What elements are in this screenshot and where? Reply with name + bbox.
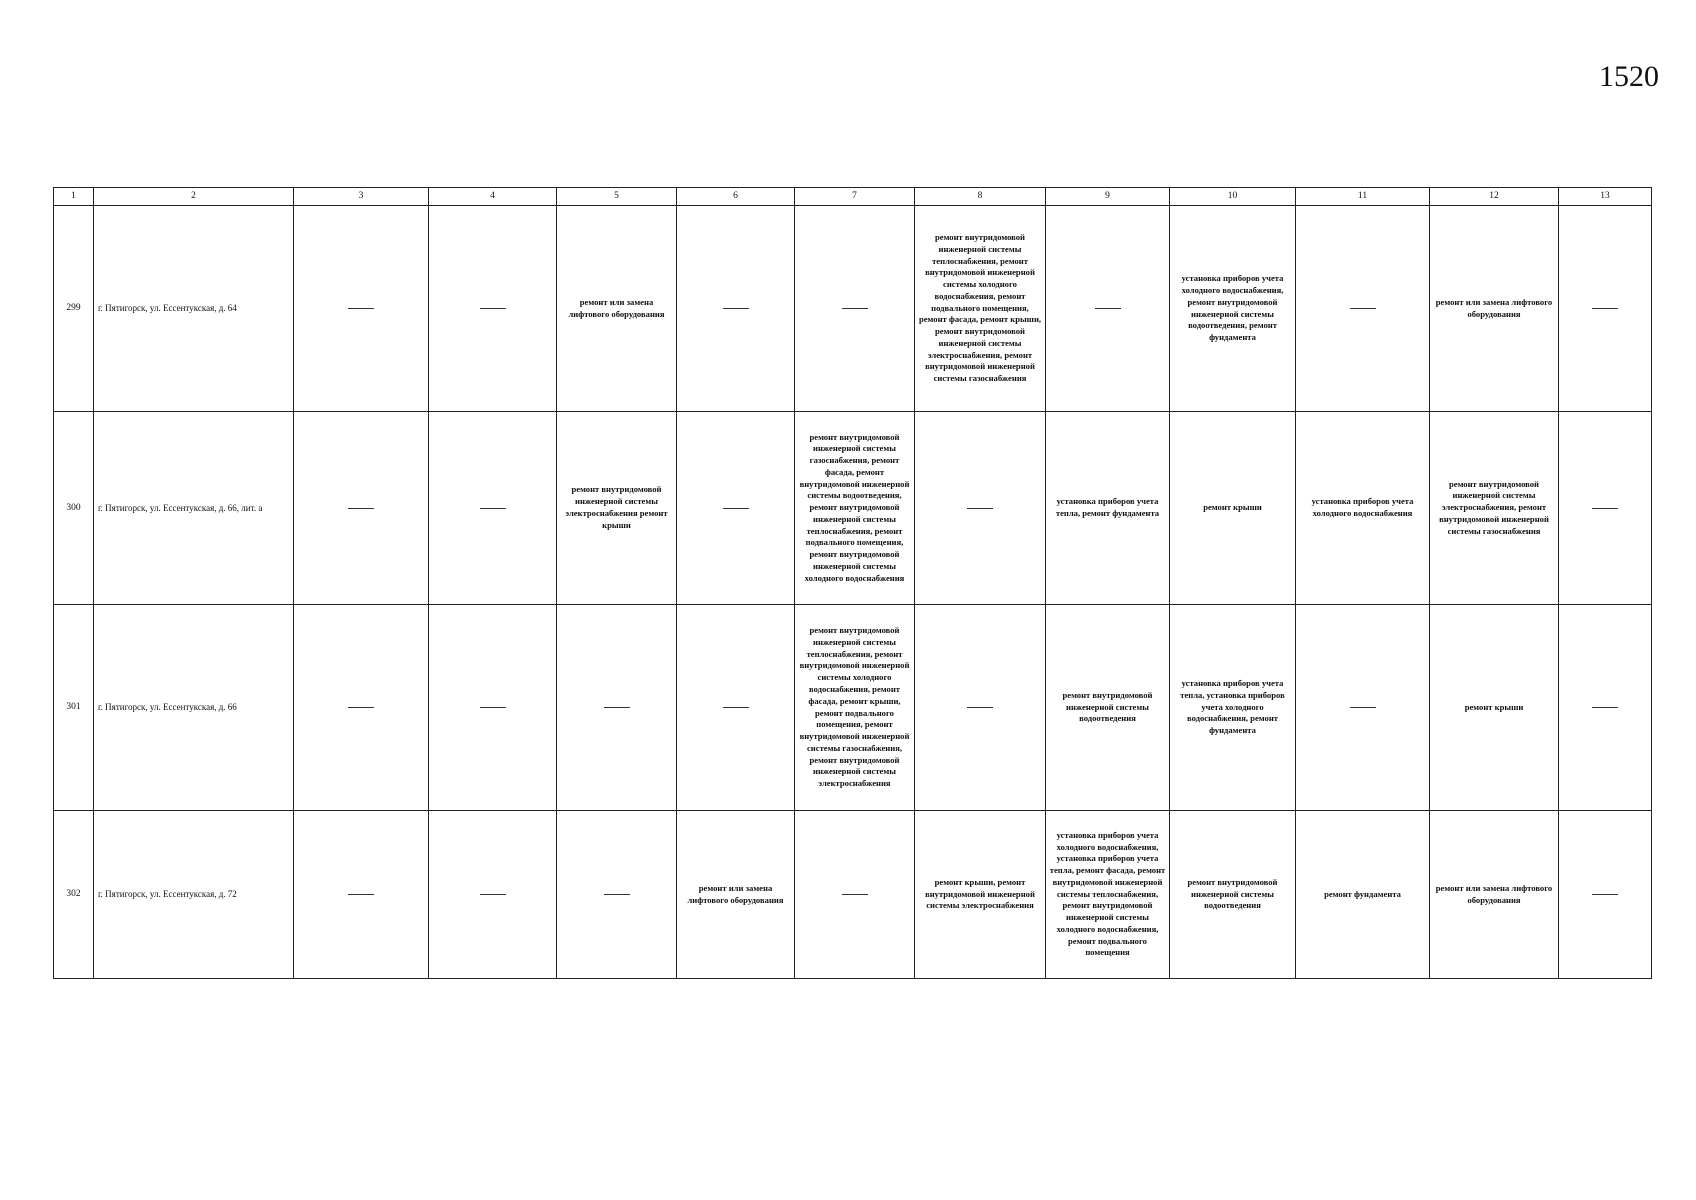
work-cell: установка приборов учета холодного водоснабжения, ремонт внутридомовой инженерной системы водоотведения, ремонт фундамента	[1170, 206, 1296, 412]
dash-mark	[604, 707, 630, 708]
work-cell: установка приборов учета тепла, установка приборов учета холодного водоснабжения, ремонт фундамента	[1170, 605, 1296, 811]
dash-mark	[348, 894, 374, 895]
dash-mark	[1095, 308, 1121, 309]
dash-mark	[1592, 894, 1618, 895]
empty-cell	[294, 206, 429, 412]
work-cell: ремонт или замена лифтового оборудования	[557, 206, 677, 412]
empty-cell	[429, 605, 557, 811]
empty-cell	[677, 412, 795, 605]
dash-mark	[1350, 707, 1376, 708]
table-row	[54, 206, 1652, 412]
empty-cell	[294, 605, 429, 811]
empty-cell	[1046, 206, 1170, 412]
empty-cell	[294, 811, 429, 979]
dash-mark	[723, 508, 749, 509]
work-cell: ремонт или замена лифтового оборудования	[1430, 206, 1559, 412]
work-cell: ремонт фундамента	[1296, 811, 1430, 979]
column-number-row	[54, 188, 1652, 206]
column-header: 5	[557, 188, 677, 206]
column-header: 12	[1430, 188, 1559, 206]
work-cell: ремонт крыши	[1430, 605, 1559, 811]
empty-cell	[677, 605, 795, 811]
empty-cell	[429, 206, 557, 412]
column-header: 1	[54, 188, 94, 206]
work-cell: ремонт внутридомовой инженерной системы электроснабжения, ремонт внутридомовой инженерной системы газоснабжения	[1430, 412, 1559, 605]
table-row	[54, 605, 1652, 811]
address-cell: г. Пятигорск, ул. Ессентукская, д. 64	[94, 206, 294, 412]
row-number-cell: 301	[54, 605, 94, 811]
empty-cell	[915, 605, 1046, 811]
empty-cell	[557, 605, 677, 811]
page-number: 1520	[1599, 60, 1659, 93]
column-header: 13	[1559, 188, 1652, 206]
row-number-cell: 300	[54, 412, 94, 605]
empty-cell	[294, 412, 429, 605]
work-cell: установка приборов учета холодного водоснабжения, установка приборов учета тепла, ремонт фасада, ремонт внутридомовой инженерной системы теплоснабжения, ремонт внутридомовой инженерной системы холодного водоснабжения, ремонт подвального помещения	[1046, 811, 1170, 979]
work-cell: ремонт крыши	[1170, 412, 1296, 605]
work-cell: ремонт или замена лифтового оборудования	[1430, 811, 1559, 979]
empty-cell	[1559, 412, 1652, 605]
address-cell: г. Пятигорск, ул. Ессентукская, д. 66	[94, 605, 294, 811]
dash-mark	[348, 308, 374, 309]
column-header: 7	[795, 188, 915, 206]
empty-cell	[429, 412, 557, 605]
dash-mark	[1350, 308, 1376, 309]
work-cell: ремонт внутридомовой инженерной системы теплоснабжения, ремонт внутридомовой инженерной системы холодного водоснабжения, ремонт подвального помещения, ремонт фасада, ремонт крыши, ремонт внутридомовой инженерной системы электроснабжения, ремонт внутридомовой инженерной системы газоснабжения	[915, 206, 1046, 412]
work-cell: ремонт внутридомовой инженерной системы электроснабжения ремонт крыши	[557, 412, 677, 605]
table-body	[54, 206, 1652, 979]
dash-mark	[480, 508, 506, 509]
empty-cell	[429, 811, 557, 979]
work-cell: ремонт внутридомовой инженерной системы водоотведения	[1170, 811, 1296, 979]
column-header: 4	[429, 188, 557, 206]
row-number-cell: 299	[54, 206, 94, 412]
column-header: 6	[677, 188, 795, 206]
dash-mark	[967, 707, 993, 708]
column-header: 2	[94, 188, 294, 206]
table-row	[54, 811, 1652, 979]
dash-mark	[842, 894, 868, 895]
empty-cell	[557, 811, 677, 979]
repair-schedule-table	[53, 187, 1652, 979]
dash-mark	[967, 508, 993, 509]
work-cell: ремонт внутридомовой инженерной системы водоотведения	[1046, 605, 1170, 811]
dash-mark	[480, 308, 506, 309]
empty-cell	[677, 206, 795, 412]
dash-mark	[1592, 707, 1618, 708]
row-number-cell: 302	[54, 811, 94, 979]
dash-mark	[480, 707, 506, 708]
work-cell: ремонт внутридомовой инженерной системы теплоснабжения, ремонт внутридомовой инженерной системы холодного водоснабжения, ремонт фасада, ремонт крыши, ремонт подвального помещения, ремонт внутридомовой инженерной системы газоснабжения, ремонт внутридомовой инженерной системы электроснабжения	[795, 605, 915, 811]
column-header: 10	[1170, 188, 1296, 206]
dash-mark	[723, 707, 749, 708]
dash-mark	[348, 508, 374, 509]
dash-mark	[842, 308, 868, 309]
column-header: 9	[1046, 188, 1170, 206]
empty-cell	[1559, 206, 1652, 412]
work-cell: установка приборов учета холодного водоснабжения	[1296, 412, 1430, 605]
column-header: 3	[294, 188, 429, 206]
dash-mark	[1592, 508, 1618, 509]
dash-mark	[480, 894, 506, 895]
empty-cell	[795, 206, 915, 412]
address-cell: г. Пятигорск, ул. Ессентукская, д. 66, лит. а	[94, 412, 294, 605]
work-cell: установка приборов учета тепла, ремонт фундамента	[1046, 412, 1170, 605]
address-cell: г. Пятигорск, ул. Ессентукская, д. 72	[94, 811, 294, 979]
empty-cell	[1559, 811, 1652, 979]
work-cell: ремонт или замена лифтового оборудования	[677, 811, 795, 979]
dash-mark	[723, 308, 749, 309]
dash-mark	[348, 707, 374, 708]
empty-cell	[1296, 605, 1430, 811]
work-cell: ремонт крыши, ремонт внутридомовой инженерной системы электроснабжения	[915, 811, 1046, 979]
empty-cell	[1296, 206, 1430, 412]
empty-cell	[795, 811, 915, 979]
empty-cell	[915, 412, 1046, 605]
empty-cell	[1559, 605, 1652, 811]
dash-mark	[604, 894, 630, 895]
column-header: 8	[915, 188, 1046, 206]
table-row	[54, 412, 1652, 605]
work-cell: ремонт внутридомовой инженерной системы газоснабжения, ремонт фасада, ремонт внутридомовой инженерной системы водоотведения, ремонт внутридомовой инженерной системы теплоснабжения, ремонт подвального помещения, ремонт внутридомовой инженерной системы холодного водоснабжения	[795, 412, 915, 605]
dash-mark	[1592, 308, 1618, 309]
column-header: 11	[1296, 188, 1430, 206]
